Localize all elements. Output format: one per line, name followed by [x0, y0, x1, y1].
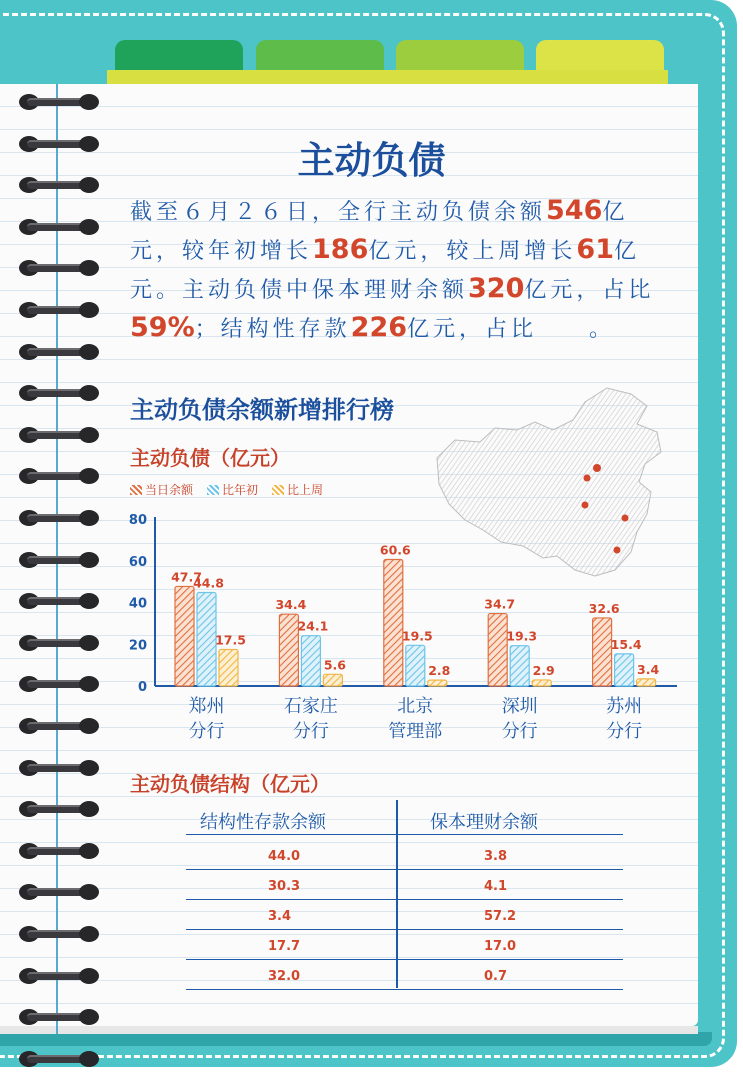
- data-label: 34.7: [484, 596, 516, 612]
- summary-number: 61: [576, 234, 614, 265]
- x-tick-label: 石家庄 分行: [283, 696, 338, 742]
- data-label: 60.6: [379, 542, 411, 558]
- y-tick-label: 60: [128, 554, 147, 570]
- binding-ring: [19, 966, 99, 986]
- binding-ring: [19, 591, 99, 611]
- summary-text: 亿元，较年初增长: [130, 200, 629, 264]
- data-label: 17.5: [215, 632, 246, 648]
- binding-ring: [19, 674, 99, 694]
- chart-bar: [593, 618, 612, 686]
- binding-ring: [19, 258, 99, 278]
- x-tick-label: 郑州 分行: [188, 696, 225, 742]
- data-label: 15.4: [610, 636, 642, 652]
- chart-bar: [219, 649, 238, 686]
- table-cell: 30.3: [268, 879, 301, 894]
- chart-bar: [428, 680, 447, 686]
- table-cell: 3.8: [484, 849, 508, 864]
- binding-ring: [19, 508, 99, 528]
- page-edge: [0, 1026, 698, 1034]
- legend-label: 比上周: [287, 483, 324, 497]
- chart-bar: [197, 592, 216, 686]
- data-label: 34.4: [275, 597, 307, 613]
- page-title: 主动负债: [297, 139, 446, 182]
- cover-shadow: [0, 1032, 712, 1046]
- chart-bar: [384, 559, 403, 686]
- summary-text: ；结构性存款: [194, 317, 351, 342]
- table-cell: 32.0: [268, 969, 301, 984]
- table-cell: 3.4: [268, 909, 292, 924]
- chart-bar: [615, 654, 634, 686]
- bar-chart: [115, 505, 685, 695]
- data-label: 44.8: [193, 575, 224, 591]
- data-label: 2.9: [532, 662, 555, 678]
- location-pin-icon: [593, 464, 601, 472]
- chart-bar: [175, 586, 194, 686]
- table-cell: 4.1: [484, 879, 508, 894]
- summary-number: 186: [312, 234, 369, 265]
- binding-ring: [19, 716, 99, 736]
- data-label: 47.7: [171, 569, 202, 585]
- legend-item: [130, 481, 193, 498]
- legend-swatch: [272, 485, 284, 495]
- table-title: 主动负债结构（亿元）: [130, 772, 330, 796]
- binding-ring: [19, 300, 99, 320]
- legend-label: 比年初: [222, 483, 259, 497]
- summary-number: 226: [350, 312, 408, 343]
- y-tick-label: 20: [128, 638, 147, 654]
- binding-ring: [19, 342, 99, 362]
- chart-bar: [532, 680, 551, 686]
- legend-swatch: [130, 485, 142, 495]
- binding-ring: [19, 841, 99, 861]
- data-label: 19.5: [401, 628, 433, 644]
- location-pin-icon: [584, 475, 591, 482]
- table-rule: [186, 989, 623, 990]
- table-rule: [186, 899, 623, 900]
- x-tick-label: 北京 管理部: [388, 696, 443, 742]
- data-label: 2.8: [428, 663, 451, 679]
- table-cell: 0.7: [484, 969, 508, 984]
- binding-ring: [19, 882, 99, 902]
- table-cell: 44.0: [268, 849, 301, 864]
- table-rule: [186, 869, 623, 870]
- chart-bar: [323, 674, 342, 686]
- chart-legend: [130, 481, 323, 498]
- summary-number: 59%: [130, 312, 195, 343]
- legend-item: [272, 481, 323, 498]
- binding-ring: [19, 425, 99, 445]
- chart-title: 主动负债（亿元）: [130, 446, 290, 470]
- summary-text: 亿元。主动负债中保本理财余额: [130, 239, 640, 303]
- binding-ring: [19, 1007, 99, 1027]
- y-tick-label: 40: [128, 596, 147, 612]
- summary-number: 320: [468, 273, 525, 304]
- data-label: 24.1: [297, 618, 329, 634]
- table-cell: 57.2: [484, 909, 517, 924]
- legend-swatch: [207, 485, 219, 495]
- table-header: 保本理财余额: [430, 812, 538, 833]
- table-rule: [186, 929, 623, 930]
- legend-item: [207, 481, 258, 498]
- summary-text: 亿元，较上周增长: [368, 239, 577, 264]
- y-tick-label: 80: [128, 513, 147, 528]
- chart-bar: [406, 645, 425, 686]
- table-rule: [186, 834, 623, 835]
- binding-ring: [19, 217, 99, 237]
- binding-ring: [19, 633, 99, 653]
- data-label: 32.6: [588, 600, 620, 616]
- binding-ring: [19, 383, 99, 403]
- summary-text: 截至６月２６日，全行主动负债余额: [130, 200, 547, 225]
- x-tick-label: 苏州 分行: [606, 696, 643, 742]
- data-label: 5.6: [323, 657, 346, 673]
- table-header: 结构性存款余额: [200, 812, 326, 833]
- binding-ring: [19, 92, 99, 112]
- table-cell: 17.7: [268, 939, 301, 954]
- chart-bar: [301, 636, 320, 686]
- data-label: 19.3: [506, 628, 538, 644]
- data-label: 3.4: [637, 661, 660, 677]
- summary-text: 亿元，占比: [524, 278, 655, 303]
- tab-strip: [107, 70, 668, 84]
- chart-bar: [637, 679, 656, 686]
- binding-ring: [19, 799, 99, 819]
- y-tick-label: 0: [137, 680, 147, 695]
- x-tick-label: 深圳 分行: [501, 696, 538, 742]
- table-cell: 17.0: [484, 939, 517, 954]
- summary-paragraph: [130, 192, 670, 348]
- chart-bar: [279, 614, 298, 686]
- summary-text: 亿元，占比 。: [407, 317, 616, 342]
- chart-bar: [510, 646, 529, 686]
- table-rule: [186, 959, 623, 960]
- summary-number: 546: [546, 195, 603, 226]
- chart-bar: [488, 614, 507, 686]
- binding-ring: [19, 550, 99, 570]
- binding-ring: [19, 466, 99, 486]
- binding-ring: [19, 1049, 99, 1069]
- section-title: 主动负债余额新增排行榜: [130, 396, 394, 424]
- legend-label: 当日余额: [145, 483, 194, 497]
- binding-ring: [19, 758, 99, 778]
- binding-ring: [19, 924, 99, 944]
